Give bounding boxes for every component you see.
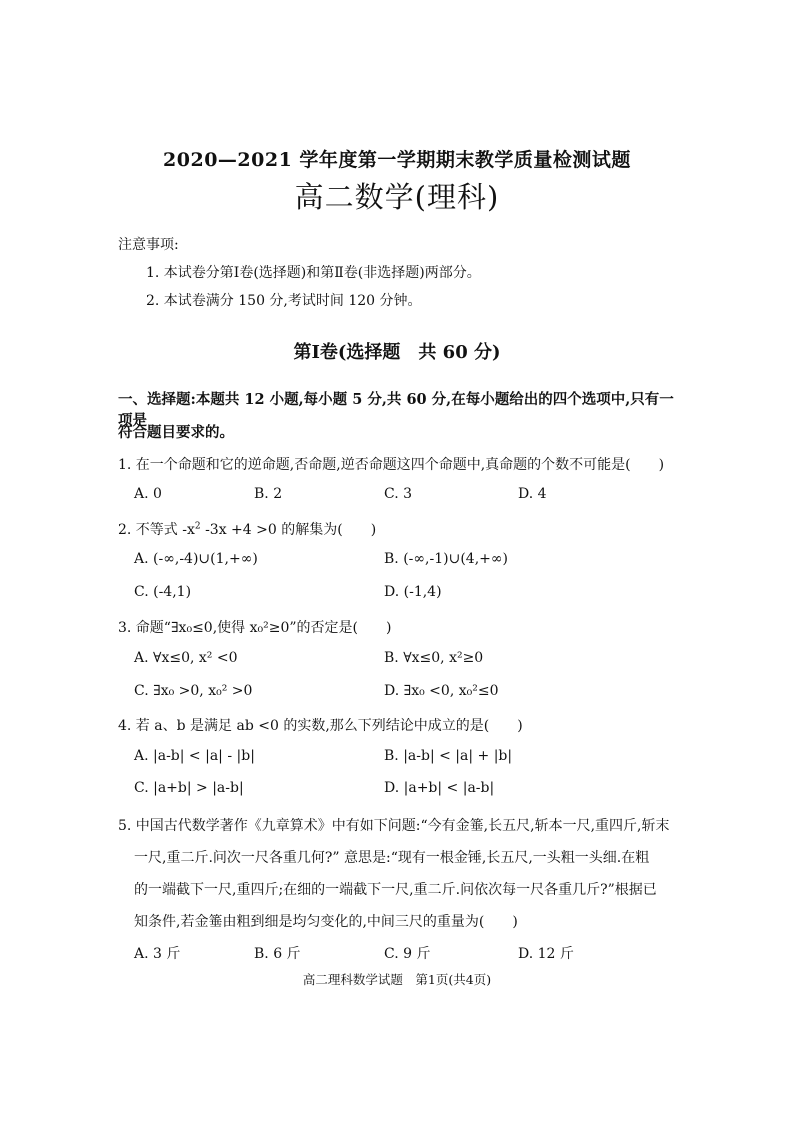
question-1-option-d: D. 4 xyxy=(518,486,547,502)
section-title: 第Ⅰ卷(选择题 共 60 分) xyxy=(293,342,501,363)
note-item-2: 2. 本试卷满分 150 分,考试时间 120 分钟。 xyxy=(146,293,422,309)
question-2-option-d: D. (-1,4) xyxy=(384,584,442,600)
question-1-option-b: B. 2 xyxy=(254,486,283,502)
question-3-option-b: B. ∀x≤0, x²≥0 xyxy=(384,650,484,666)
question-2-stem xyxy=(118,519,688,539)
question-5-option-d: D. 12 斤 xyxy=(518,946,574,962)
question-2-stem-post: -3x +4 >0 的解集为( ) xyxy=(200,522,377,538)
question-4-stem: 4. 若 a、b 是满足 ab <0 的实数,那么下列结论中成立的是( ) xyxy=(118,718,523,734)
question-2-stem-pre: 2. 不等式 -x xyxy=(118,522,195,538)
question-5-stem-line-1: 5. 中国古代数学著作《九章算术》中有如下问题:“今有金箠,长五尺,斩本一尺,重四斤,斩末 xyxy=(118,818,670,834)
question-2-stem-exponent: 2 xyxy=(194,521,201,532)
question-1-option-a: A. 0 xyxy=(134,486,162,502)
question-5-stem-line-3: 的一端截下一尺,重四斤;在细的一端截下一尺,重二斤.问依次每一尺各重几斤?”根据已 xyxy=(134,882,657,898)
question-4-option-d: D. |a+b| < |a-b| xyxy=(384,780,495,796)
question-3-option-a: A. ∀x≤0, x² <0 xyxy=(134,650,238,666)
question-2-option-b: B. (-∞,-1)∪(4,+∞) xyxy=(384,551,508,567)
question-4-option-a: A. |a-b| < |a| - |b| xyxy=(134,748,255,764)
question-1-stem: 1. 在一个命题和它的逆命题,否命题,逆否命题这四个命题中,真命题的个数不可能是( ) xyxy=(118,457,665,473)
exam-title: 2020—2021 学年度第一学期期末教学质量检测试题 xyxy=(163,149,631,171)
question-3-option-d: D. ∃x₀ <0, x₀²≤0 xyxy=(384,683,499,699)
question-5-option-b: B. 6 斤 xyxy=(254,946,301,962)
question-5-option-c: C. 9 斤 xyxy=(384,946,431,962)
page-footer: 高二理科数学试题 第1页(共4页) xyxy=(302,972,492,987)
question-4-option-c: C. |a+b| > |a-b| xyxy=(134,780,244,796)
question-3-option-c: C. ∃x₀ >0, x₀² >0 xyxy=(134,683,253,699)
question-5-stem-line-4: 知条件,若金箠由粗到细是均匀变化的,中间三尺的重量为( ) xyxy=(134,914,518,930)
subject-title: 高二数学(理科) xyxy=(294,180,500,214)
question-3-stem: 3. 命题“∃x₀≤0,使得 x₀²≥0”的否定是( ) xyxy=(118,620,392,636)
part-intro-line-2: 符合题目要求的。 xyxy=(118,424,234,441)
question-2-option-c: C. (-4,1) xyxy=(134,584,192,600)
notes-label: 注意事项: xyxy=(118,237,179,253)
question-1-option-c: C. 3 xyxy=(384,486,413,502)
question-5-option-a: A. 3 斤 xyxy=(134,946,181,962)
note-item-1: 1. 本试卷分第Ⅰ卷(选择题)和第Ⅱ卷(非选择题)两部分。 xyxy=(146,265,481,281)
part-intro-line-1: 一、选择题:本题共 12 小题,每小题 5 分,共 60 分,在每小题给出的四个选项中,只有一项是 xyxy=(118,391,674,429)
question-5-stem-line-2: 一尺,重二斤.问次一尺各重几何?” 意思是:“现有一根金锤,长五尺,一头粗一头细.在粗 xyxy=(134,850,650,866)
question-4-option-b: B. |a-b| < |a| + |b| xyxy=(384,748,513,764)
question-2-option-a: A. (-∞,-4)∪(1,+∞) xyxy=(134,551,258,567)
